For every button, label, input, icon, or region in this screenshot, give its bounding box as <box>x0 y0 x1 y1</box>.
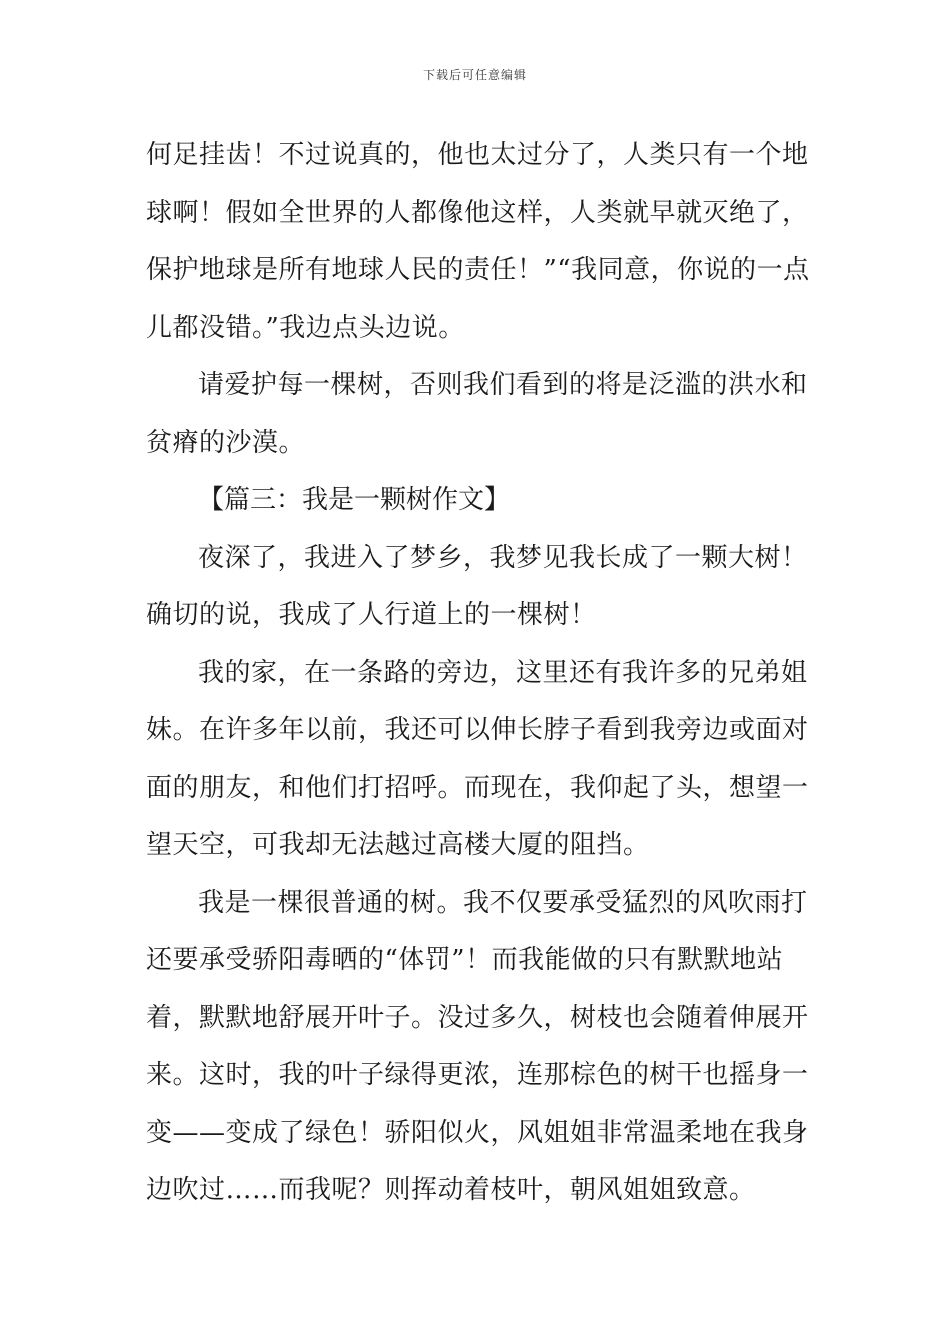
paragraph-continuation: 何足挂齿！不过说真的，他也太过分了，人类只有一个地球啊！假如全世界的人都像他这样，人类就早就灭绝了，保护地球是所有地球人民的责任！”“我同意，你说的一点儿都没错。”我边点头边说。 <box>146 140 810 343</box>
paragraph-protect-trees: 请爱护每一棵树，否则我们看到的将是泛滥的洪水和贫瘠的沙漠。 <box>146 370 808 458</box>
page-header-note: 下载后可任意编辑 <box>422 68 527 82</box>
paragraph-ordinary-tree: 我是一棵很普通的树。我不仅要承受猛烈的风吹雨打还要承受骄阳毒晒的“体罚”！而我能做的只有默默地站着，默默地舒展开叶子。没过多久，树枝也会随着伸展开来。这时，我的叶子绿得更浓，连那棕色的树干也摇身一变——变成了绿色！骄阳似火，风姐姐非常温柔地在我身边吹过……而我呢？则挥动着枝叶，朝风姐姐致意。 <box>146 887 809 1205</box>
paragraph-home: 我的家，在一条路的旁边，这里还有我许多的兄弟姐妹。在许多年以前，我还可以伸长脖子看到我旁边或面对面的朋友，和他们打招呼。而现在，我仰起了头，想望一望天空，可我却无法越过高楼大厦的阻挡。 <box>146 657 809 860</box>
section-heading: 【篇三：我是一颗树作文】 <box>198 485 511 515</box>
document-body <box>146 127 814 1220</box>
paragraph-dream: 夜深了，我进入了梦乡，我梦见我长成了一颗大树！确切的说，我成了人行道上的一棵树！ <box>146 542 808 630</box>
